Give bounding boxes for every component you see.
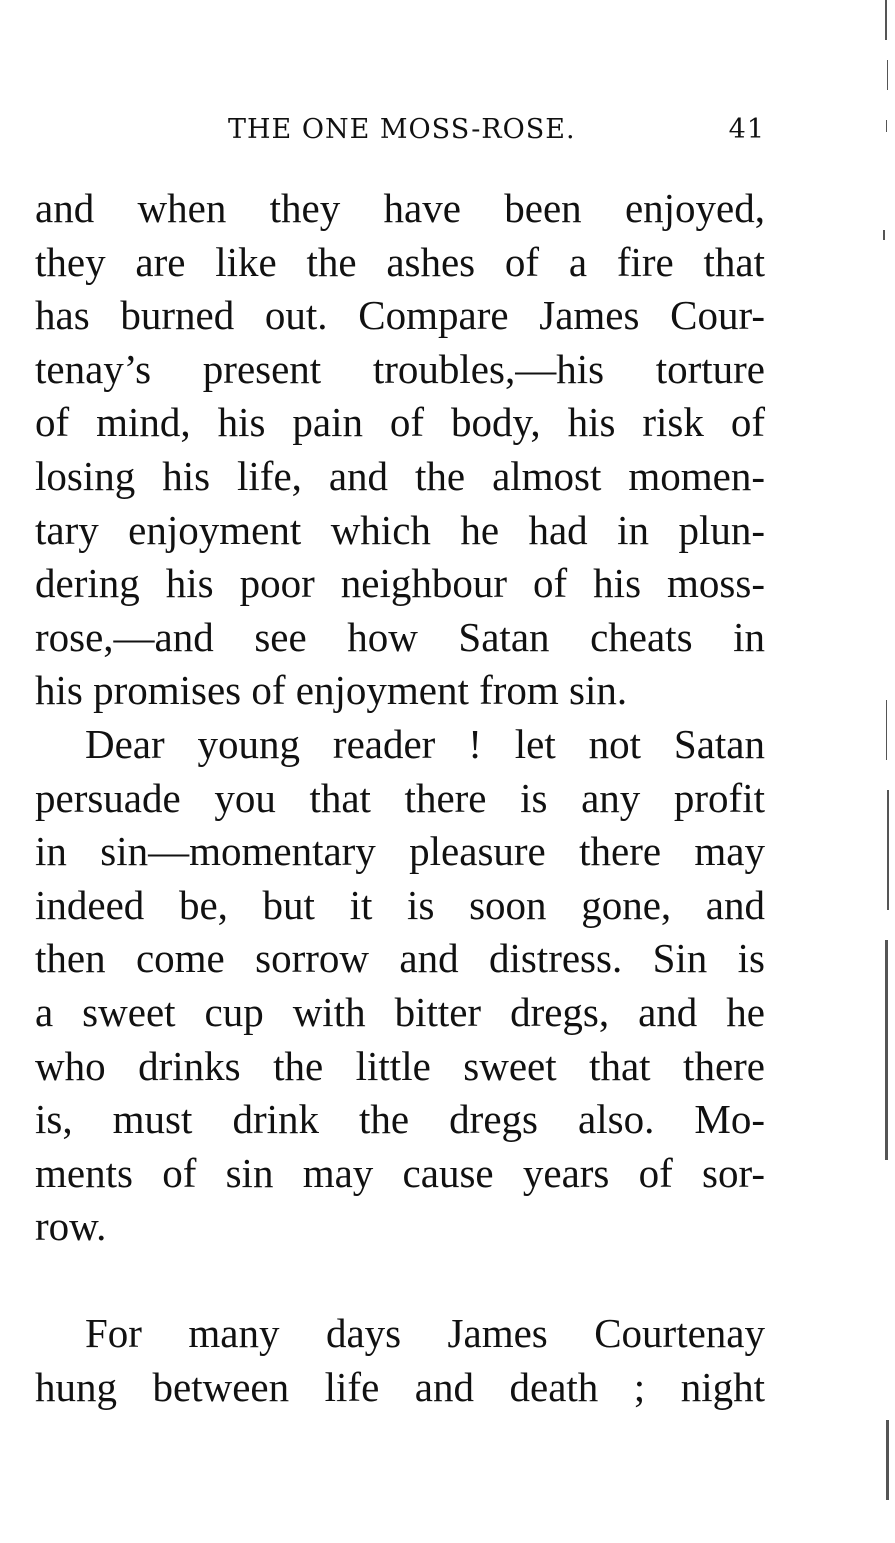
section-break <box>35 1254 765 1308</box>
text-line: they are like the ashes of a fire that <box>35 238 765 285</box>
page-number: 41 <box>728 114 765 145</box>
scan-speck <box>885 940 888 1160</box>
text-line: and when they have been enjoyed, <box>35 185 765 231</box>
text-line: rose,—and see how Satan cheats in <box>35 613 765 660</box>
text-line: of mind, his pain of body, his risk of <box>35 399 765 446</box>
text-line: Dear young reader ! let not Satan <box>85 720 765 767</box>
text-line: ments of sin may cause years of sor- <box>35 1149 765 1196</box>
text-line: For many days James Courtenay <box>85 1310 765 1357</box>
text-line: in sin—momentary pleasure there may <box>35 828 765 875</box>
scan-speck <box>886 1420 889 1500</box>
text-line: his promises of enjoyment from sin. <box>35 667 628 714</box>
body-text <box>35 182 765 1415</box>
scan-speck <box>885 0 887 40</box>
text-line: a sweet cup with bitter dregs, and he <box>35 988 765 1035</box>
text-line: losing his life, and the almost momen- <box>35 452 765 499</box>
paragraph-2 <box>35 718 765 1254</box>
scan-speck <box>887 60 888 90</box>
text-line: row. <box>35 1203 107 1250</box>
text-line: then come sorrow and distress. Sin is <box>35 935 765 982</box>
text-line: who drinks the little sweet that there <box>35 1042 765 1089</box>
text-line: tary enjoyment which he had in plun- <box>35 506 765 553</box>
running-head <box>35 114 765 154</box>
text-line: hung between life and death ; night <box>35 1364 765 1411</box>
running-title: THE ONE MOSS-ROSE. <box>228 114 576 145</box>
text-line: persuade you that there is any profit <box>35 774 765 821</box>
text-line: dering his poor neighbour of his moss- <box>35 560 765 607</box>
text-line: indeed be, but it is soon gone, and <box>35 881 765 928</box>
paragraph-3 <box>35 1307 765 1414</box>
text-line: has burned out. Compare James Cour- <box>35 292 765 339</box>
paragraph-1 <box>35 182 765 718</box>
scan-speck <box>886 120 887 132</box>
text-line: tenay’s present troubles,—his torture <box>35 345 765 392</box>
scan-speck <box>883 230 885 240</box>
scan-edge-marks <box>881 0 895 1543</box>
text-line: is, must drink the dregs also. Mo- <box>35 1096 765 1143</box>
scan-speck <box>887 790 889 910</box>
scan-speck <box>886 700 887 760</box>
